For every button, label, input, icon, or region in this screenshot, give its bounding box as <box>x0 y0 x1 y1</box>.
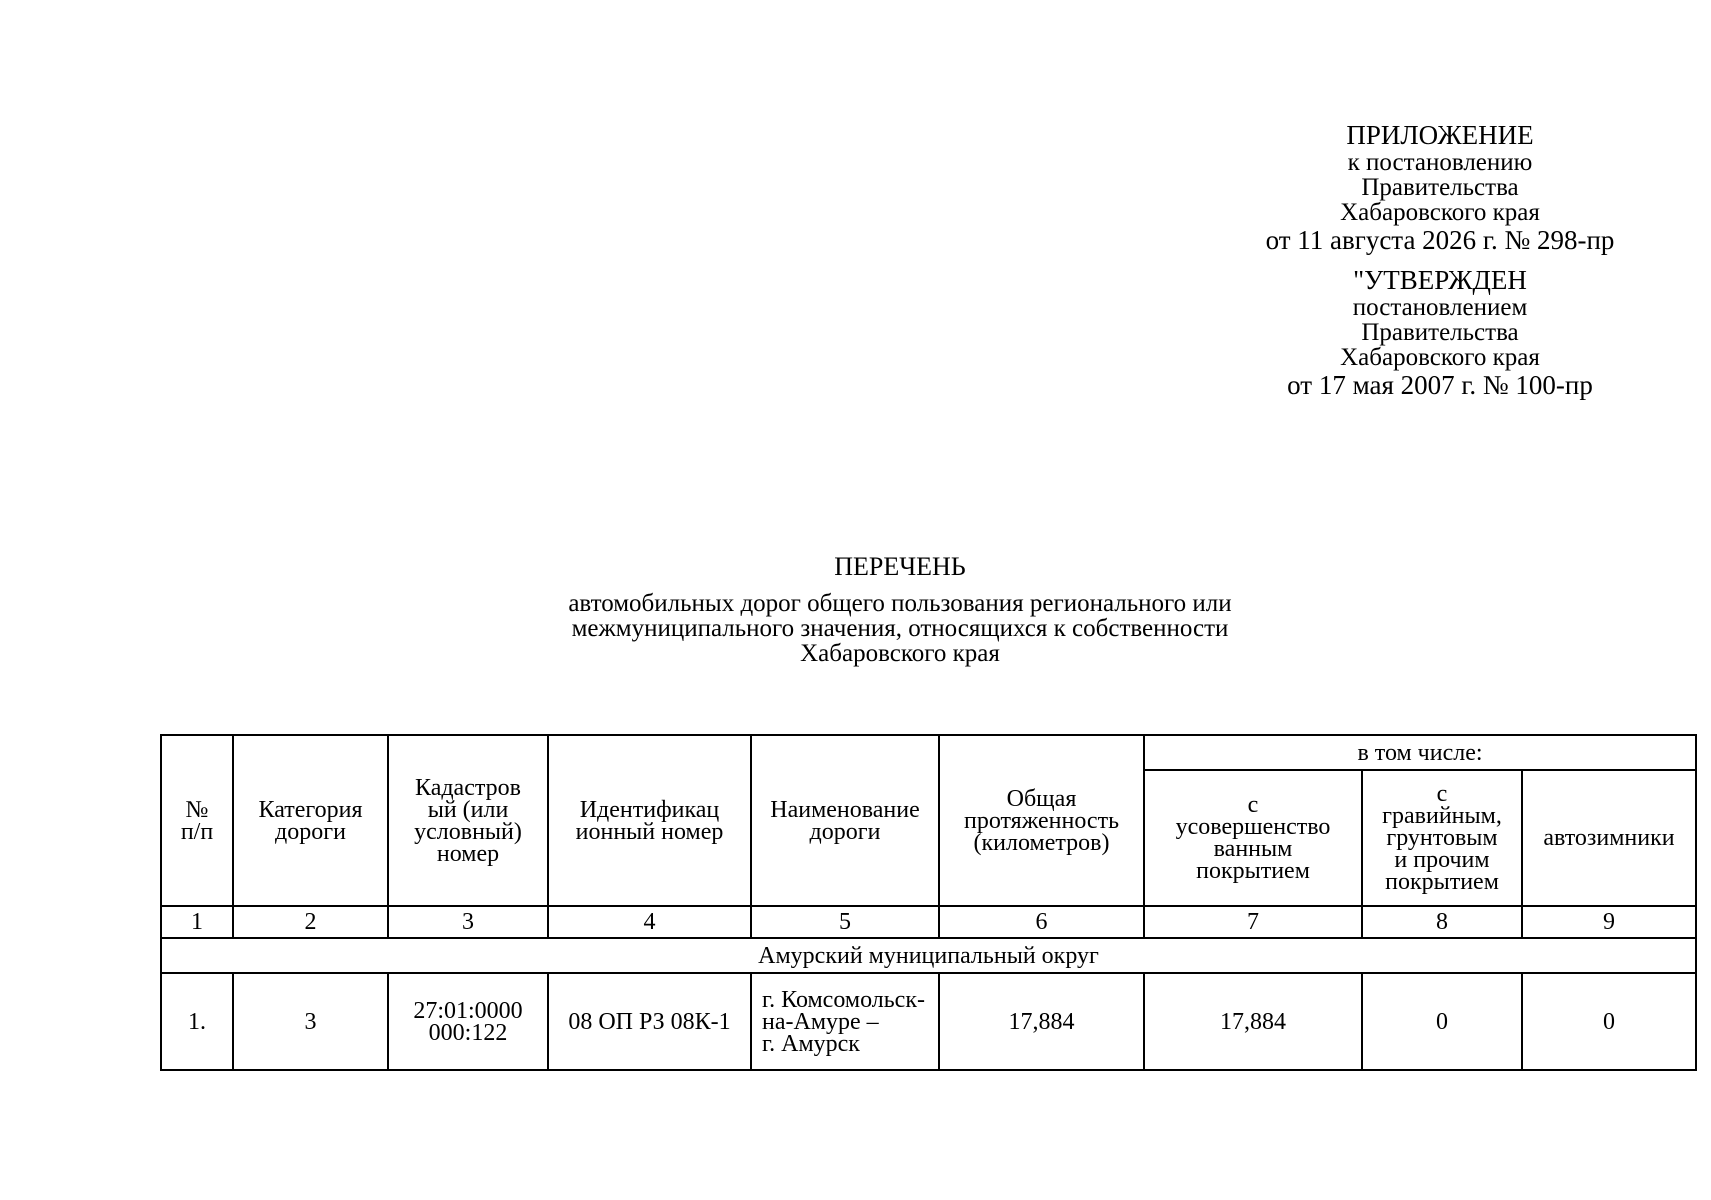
document-subtitle-line: автомобильных дорог общего пользования регионального или <box>568 590 1232 617</box>
cell-total-length: 17,884 <box>939 973 1144 1070</box>
column-number: 8 <box>1362 906 1522 938</box>
appendix-title: ПРИЛОЖЕНИЕ <box>1346 120 1534 150</box>
approved-line: Правительства <box>1361 319 1519 346</box>
col-header-improved: с усовершенство ванным покрытием <box>1144 770 1362 906</box>
approved-date: от 17 мая 2007 г. № 100-пр <box>1287 370 1593 400</box>
col-header-number: № п/п <box>161 735 233 906</box>
cell-cadastral: 27:01:0000 000:122 <box>388 973 548 1070</box>
col-header-cadastral: Кадастров ый (или условный) номер <box>388 735 548 906</box>
column-number: 2 <box>233 906 388 938</box>
document-title: ПЕРЕЧЕНЬ <box>834 552 966 581</box>
appendix-date: от 11 августа 2026 г. № 298-пр <box>1265 225 1615 255</box>
approved-line: Хабаровского края <box>1340 344 1540 371</box>
appendix-line: Хабаровского края <box>1340 199 1540 226</box>
document-subtitle-line: межмуниципального значения, относящихся к собственности <box>571 615 1229 642</box>
col-header-category: Категория дороги <box>233 735 388 906</box>
column-number: 1 <box>161 906 233 938</box>
cell-category: 3 <box>233 973 388 1070</box>
cell-identifier: 08 ОП РЗ 08К-1 <box>548 973 751 1070</box>
col-header-total-length: Общая протяженность (километров) <box>939 735 1144 906</box>
document-subtitle-line: Хабаровского края <box>800 640 1000 667</box>
cell-road-name: г. Комсомольск- на-Амуре – г. Амурск <box>751 973 939 1070</box>
approval-block <box>1200 120 1680 400</box>
approved-title: "УТВЕРЖДЕН <box>1353 265 1527 295</box>
appendix-line: Правительства <box>1361 174 1519 201</box>
appendix-line: к постановлению <box>1347 149 1533 176</box>
column-number: 5 <box>751 906 939 938</box>
document-heading <box>440 554 1360 666</box>
roads-table <box>160 734 1697 1071</box>
cell-improved: 17,884 <box>1144 973 1362 1070</box>
table-row <box>161 973 1696 1070</box>
column-number: 3 <box>388 906 548 938</box>
col-header-road-name: Наименование дороги <box>751 735 939 906</box>
column-number: 6 <box>939 906 1144 938</box>
cell-winter-roads: 0 <box>1522 973 1696 1070</box>
col-header-winter-roads: автозимники <box>1522 770 1696 906</box>
column-number: 9 <box>1522 906 1696 938</box>
approved-line: постановлением <box>1352 294 1528 321</box>
cell-number: 1. <box>161 973 233 1070</box>
col-header-identifier: Идентификац ионный номер <box>548 735 751 906</box>
section-row: Амурский муниципальный округ <box>161 938 1696 973</box>
column-number: 7 <box>1144 906 1362 938</box>
cell-gravel: 0 <box>1362 973 1522 1070</box>
col-group-header: в том числе: <box>1144 735 1696 770</box>
column-number: 4 <box>548 906 751 938</box>
col-header-gravel: с гравийным, грунтовым и прочим покрытием <box>1362 770 1522 906</box>
